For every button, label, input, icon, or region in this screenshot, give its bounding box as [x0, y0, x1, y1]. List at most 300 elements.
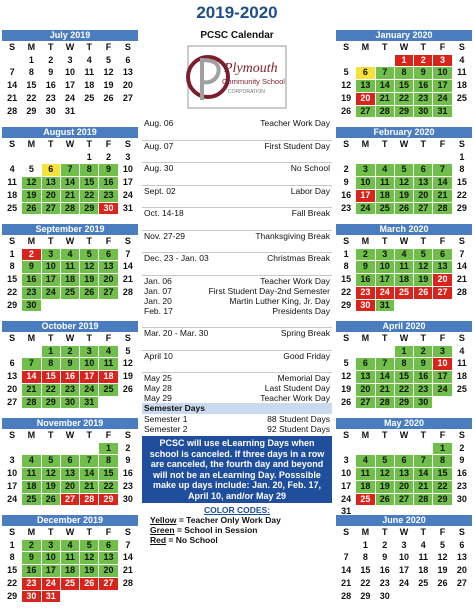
month-calendar: [336, 30, 472, 123]
day-cell: 2: [99, 151, 118, 164]
day-cell: 25: [80, 92, 99, 105]
day-cell: 16: [356, 274, 375, 287]
day-cell: 25: [99, 383, 118, 396]
day-cell: 9: [414, 358, 433, 371]
day-cell: 17: [60, 80, 79, 93]
event-date: Oct. 14-18: [144, 208, 184, 218]
day-cell: 22: [22, 92, 41, 105]
day-cell: 3: [375, 248, 394, 261]
event-row: [142, 286, 332, 296]
day-cell: [452, 603, 471, 616]
semester-row: [142, 414, 332, 424]
day-cell: 14: [375, 371, 394, 384]
day-cell: [433, 396, 452, 409]
day-cell: 13: [356, 371, 375, 384]
event-name: Christmas Break: [267, 253, 330, 263]
event-row: [142, 306, 332, 329]
event-name: Last Student Day: [264, 383, 330, 393]
color-code-row: [142, 535, 332, 545]
day-cell: 15: [452, 177, 471, 190]
day-cell: 24: [3, 493, 22, 506]
day-cell: 21: [452, 274, 471, 287]
weekday-label: F: [99, 139, 118, 152]
event-row: [142, 383, 332, 393]
day-cell: 15: [80, 177, 99, 190]
weekday-label: F: [433, 42, 452, 55]
day-cell: 25: [394, 286, 413, 299]
day-cell: 22: [433, 480, 452, 493]
weekday-label: M: [356, 333, 375, 346]
day-cell: 9: [22, 552, 41, 565]
weekday-label: F: [433, 430, 452, 443]
day-cell: 3: [433, 54, 452, 67]
event-name: No School: [290, 163, 330, 173]
day-cell: 19: [80, 274, 99, 287]
month-header: May 2020: [336, 418, 472, 429]
day-cell: 5: [433, 539, 452, 552]
weekday-label: S: [118, 527, 137, 540]
month-calendar: [2, 30, 138, 123]
color-codes: [142, 505, 332, 545]
day-cell: 19: [414, 274, 433, 287]
day-cell: 1: [356, 539, 375, 552]
day-cell: 1: [99, 442, 118, 455]
month-header: April 2020: [336, 321, 472, 332]
event-row: [142, 186, 332, 209]
month-grid: [336, 429, 472, 519]
day-cell: 16: [118, 468, 137, 481]
day-cell: 4: [414, 539, 433, 552]
day-cell: 9: [118, 455, 137, 468]
day-cell: 6: [99, 539, 118, 552]
day-cell: 8: [433, 455, 452, 468]
day-cell: 26: [375, 493, 394, 506]
day-cell: 8: [452, 164, 471, 177]
day-cell: [118, 603, 137, 616]
day-cell: 3: [41, 248, 60, 261]
day-cell: 21: [3, 92, 22, 105]
event-date: Sept. 02: [144, 185, 176, 196]
day-cell: [22, 345, 41, 358]
day-cell: 9: [375, 552, 394, 565]
month-grid: [2, 429, 138, 519]
day-cell: 6: [99, 248, 118, 261]
day-cell: 7: [118, 248, 137, 261]
day-cell: 12: [80, 552, 99, 565]
day-cell: [118, 299, 137, 312]
day-cell: 28: [118, 577, 137, 590]
day-cell: 18: [394, 274, 413, 287]
event-row: [142, 231, 332, 254]
day-cell: 18: [3, 189, 22, 202]
day-cell: 7: [375, 67, 394, 80]
day-cell: [3, 345, 22, 358]
event-date: Jan. 20: [144, 295, 172, 306]
day-cell: 14: [80, 468, 99, 481]
day-cell: 2: [22, 248, 41, 261]
day-cell: 9: [41, 67, 60, 80]
day-cell: 30: [99, 202, 118, 215]
color-code-name: Red: [150, 535, 167, 545]
day-cell: 17: [337, 480, 356, 493]
day-cell: 3: [337, 455, 356, 468]
month-grid: [2, 235, 138, 325]
day-cell: 2: [41, 54, 60, 67]
day-cell: 29: [80, 202, 99, 215]
day-cell: 13: [41, 177, 60, 190]
day-cell: 3: [41, 539, 60, 552]
month-calendar: [336, 127, 472, 220]
weekday-label: W: [60, 333, 79, 346]
day-cell: 25: [60, 286, 79, 299]
day-cell: 6: [414, 164, 433, 177]
month-grid: [336, 235, 472, 325]
day-cell: 13: [99, 261, 118, 274]
day-cell: 23: [99, 189, 118, 202]
day-cell: 27: [41, 202, 60, 215]
day-cell: [375, 442, 394, 455]
left-calendar-column: [2, 30, 138, 612]
event-date: Jan. 07: [144, 285, 172, 296]
day-cell: 22: [394, 383, 413, 396]
day-cell: 14: [433, 177, 452, 190]
day-cell: 6: [356, 358, 375, 371]
day-cell: 14: [375, 80, 394, 93]
day-cell: [41, 151, 60, 164]
day-cell: 21: [118, 565, 137, 578]
weekday-label: T: [41, 42, 60, 55]
weekday-label: M: [22, 42, 41, 55]
day-cell: 10: [41, 261, 60, 274]
event-date: Dec. 23 - Jan. 03: [144, 253, 209, 263]
day-cell: [414, 603, 433, 616]
day-cell: 19: [22, 189, 41, 202]
day-cell: 31: [80, 396, 99, 409]
day-cell: 16: [99, 177, 118, 190]
day-cell: 11: [356, 468, 375, 481]
day-cell: [80, 603, 99, 616]
day-cell: 11: [394, 261, 413, 274]
day-cell: 24: [394, 577, 413, 590]
day-cell: 20: [356, 383, 375, 396]
day-cell: 17: [41, 565, 60, 578]
day-cell: 20: [41, 189, 60, 202]
day-cell: 29: [356, 590, 375, 603]
day-cell: [375, 345, 394, 358]
day-cell: 12: [375, 468, 394, 481]
day-cell: [433, 151, 452, 164]
day-cell: 7: [22, 358, 41, 371]
color-codes-header: COLOR CODES:: [203, 505, 271, 515]
color-code-desc: = School in Session: [174, 525, 258, 535]
month-header: February 2020: [336, 127, 472, 138]
day-cell: 23: [22, 577, 41, 590]
day-cell: 17: [356, 189, 375, 202]
day-cell: 25: [356, 493, 375, 506]
day-cell: 21: [433, 189, 452, 202]
center-panel: [142, 30, 332, 545]
day-cell: 29: [394, 396, 413, 409]
event-date: Nov. 27-29: [144, 230, 185, 241]
day-cell: 14: [414, 468, 433, 481]
day-cell: 24: [60, 92, 79, 105]
day-cell: 17: [433, 371, 452, 384]
event-row: [142, 393, 332, 403]
day-cell: 18: [375, 189, 394, 202]
day-cell: 7: [60, 164, 79, 177]
day-cell: 30: [41, 105, 60, 118]
day-cell: 24: [41, 286, 60, 299]
event-row: [142, 208, 332, 231]
day-cell: 4: [80, 54, 99, 67]
day-cell: [3, 442, 22, 455]
day-cell: 17: [433, 80, 452, 93]
event-name: Labor Day: [290, 185, 330, 196]
event-date: Aug. 06: [144, 118, 174, 128]
month-header: August 2019: [2, 127, 138, 138]
day-cell: 7: [3, 67, 22, 80]
day-cell: [22, 151, 41, 164]
day-cell: 4: [452, 54, 471, 67]
day-cell: 6: [60, 455, 79, 468]
day-cell: 19: [80, 565, 99, 578]
day-cell: 18: [99, 371, 118, 384]
day-cell: 26: [22, 202, 41, 215]
event-row: [142, 141, 332, 164]
day-cell: 23: [356, 286, 375, 299]
month-calendar: [2, 418, 138, 511]
day-cell: 10: [118, 164, 137, 177]
day-cell: 3: [118, 151, 137, 164]
day-cell: 27: [394, 493, 413, 506]
month-calendar: [2, 127, 138, 220]
day-cell: 26: [80, 577, 99, 590]
semester-days: 88 Student Days: [267, 414, 330, 424]
weekday-label: F: [99, 42, 118, 55]
day-cell: 22: [99, 480, 118, 493]
month-calendar: [2, 515, 138, 608]
day-cell: [452, 105, 471, 118]
month-calendar: [2, 224, 138, 317]
weekday-label: S: [3, 430, 22, 443]
day-cell: 2: [452, 442, 471, 455]
day-cell: 28: [414, 493, 433, 506]
day-cell: 23: [414, 383, 433, 396]
weekday-label: T: [414, 42, 433, 55]
day-cell: 26: [394, 202, 413, 215]
day-cell: 15: [99, 468, 118, 481]
weekday-label: F: [99, 430, 118, 443]
day-cell: 14: [60, 177, 79, 190]
day-cell: 20: [452, 565, 471, 578]
day-cell: 30: [22, 299, 41, 312]
day-cell: 17: [3, 480, 22, 493]
event-date: May 25: [144, 373, 172, 383]
day-cell: 18: [60, 565, 79, 578]
day-cell: 15: [394, 80, 413, 93]
day-cell: 11: [99, 358, 118, 371]
day-cell: [118, 396, 137, 409]
day-cell: 29: [3, 590, 22, 603]
day-cell: 1: [452, 151, 471, 164]
day-cell: 13: [452, 552, 471, 565]
day-cell: 2: [414, 345, 433, 358]
day-cell: 28: [3, 105, 22, 118]
day-cell: 26: [80, 286, 99, 299]
day-cell: 31: [118, 202, 137, 215]
day-cell: 16: [22, 565, 41, 578]
weekday-label: S: [118, 236, 137, 249]
day-cell: 15: [337, 274, 356, 287]
month-grid: [336, 526, 472, 616]
day-cell: 4: [375, 164, 394, 177]
weekday-label: T: [80, 236, 99, 249]
weekday-label: F: [433, 527, 452, 540]
day-cell: 28: [375, 396, 394, 409]
weekday-label: S: [118, 430, 137, 443]
event-name: Fall Break: [291, 208, 330, 218]
event-name: First Student Day-2nd Semester: [208, 285, 330, 296]
day-cell: [356, 151, 375, 164]
day-cell: [414, 151, 433, 164]
day-cell: 29: [3, 299, 22, 312]
day-cell: [433, 590, 452, 603]
day-cell: [356, 345, 375, 358]
weekday-label: S: [3, 333, 22, 346]
day-cell: 27: [356, 396, 375, 409]
day-cell: 24: [118, 189, 137, 202]
day-cell: 19: [337, 383, 356, 396]
weekday-label: W: [394, 333, 413, 346]
day-cell: 12: [41, 468, 60, 481]
day-cell: 26: [337, 396, 356, 409]
day-cell: 23: [414, 92, 433, 105]
day-cell: 5: [337, 67, 356, 80]
day-cell: 12: [433, 552, 452, 565]
day-cell: 23: [118, 480, 137, 493]
event-name: Martin Luther King, Jr. Day: [229, 295, 330, 306]
page-title: 2019-2020: [196, 3, 278, 22]
day-cell: 21: [22, 383, 41, 396]
day-cell: [452, 590, 471, 603]
day-cell: 26: [414, 286, 433, 299]
day-cell: 27: [356, 105, 375, 118]
day-cell: 19: [118, 371, 137, 384]
weekday-label: M: [22, 527, 41, 540]
event-date: May 28: [144, 383, 172, 393]
day-cell: 10: [60, 67, 79, 80]
day-cell: 26: [118, 383, 137, 396]
event-name: Presidents Day: [272, 305, 330, 316]
day-cell: 1: [394, 345, 413, 358]
day-cell: 14: [118, 552, 137, 565]
day-cell: 24: [375, 286, 394, 299]
day-cell: 12: [337, 80, 356, 93]
day-cell: [118, 590, 137, 603]
weekday-label: S: [452, 430, 471, 443]
day-cell: 3: [356, 164, 375, 177]
day-cell: 29: [337, 299, 356, 312]
day-cell: 10: [394, 552, 413, 565]
month-header: December 2019: [2, 515, 138, 526]
day-cell: [375, 54, 394, 67]
weekday-label: S: [452, 42, 471, 55]
month-calendar: [336, 418, 472, 517]
day-cell: [41, 299, 60, 312]
day-cell: [356, 603, 375, 616]
weekday-label: S: [337, 42, 356, 55]
day-cell: 27: [414, 202, 433, 215]
day-cell: 29: [41, 396, 60, 409]
month-grid: [336, 138, 472, 228]
day-cell: [80, 299, 99, 312]
day-cell: 28: [433, 202, 452, 215]
weekday-label: S: [3, 139, 22, 152]
weekday-label: W: [394, 42, 413, 55]
weekday-label: T: [41, 139, 60, 152]
event-date: Jan. 06: [144, 275, 172, 286]
month-calendar: [336, 224, 472, 317]
day-cell: 19: [433, 565, 452, 578]
day-cell: 4: [3, 164, 22, 177]
weekday-label: T: [80, 139, 99, 152]
day-cell: 30: [118, 493, 137, 506]
day-cell: 4: [22, 455, 41, 468]
day-cell: 20: [118, 80, 137, 93]
plymouth-logo: [162, 44, 312, 112]
day-cell: 27: [60, 493, 79, 506]
day-cell: 23: [375, 577, 394, 590]
day-cell: [99, 396, 118, 409]
day-cell: 25: [452, 92, 471, 105]
semester-list: [142, 414, 332, 434]
day-cell: 9: [99, 164, 118, 177]
day-cell: 16: [414, 80, 433, 93]
day-cell: 1: [433, 442, 452, 455]
day-cell: 8: [337, 261, 356, 274]
month-header: June 2020: [336, 515, 472, 526]
month-calendar: [336, 515, 472, 608]
day-cell: 19: [337, 92, 356, 105]
day-cell: 19: [394, 189, 413, 202]
weekday-label: M: [22, 139, 41, 152]
day-cell: 30: [60, 396, 79, 409]
semester-days-header: Semester Days: [142, 403, 332, 414]
weekday-label: T: [414, 236, 433, 249]
day-cell: 6: [118, 54, 137, 67]
day-cell: 14: [3, 80, 22, 93]
day-cell: 11: [414, 552, 433, 565]
day-cell: 25: [414, 577, 433, 590]
day-cell: 15: [356, 565, 375, 578]
day-cell: 1: [80, 151, 99, 164]
semester-days: 92 Student Days: [267, 424, 330, 434]
day-cell: 27: [118, 92, 137, 105]
month-header: July 2019: [2, 30, 138, 41]
month-header: September 2019: [2, 224, 138, 235]
day-cell: 22: [394, 92, 413, 105]
day-cell: 27: [99, 286, 118, 299]
month-grid: [2, 138, 138, 228]
month-header: October 2019: [2, 321, 138, 332]
day-cell: 16: [375, 565, 394, 578]
day-cell: 7: [375, 358, 394, 371]
day-cell: 4: [60, 248, 79, 261]
day-cell: 14: [118, 261, 137, 274]
day-cell: 10: [337, 468, 356, 481]
month-grid: [2, 332, 138, 422]
day-cell: [337, 442, 356, 455]
